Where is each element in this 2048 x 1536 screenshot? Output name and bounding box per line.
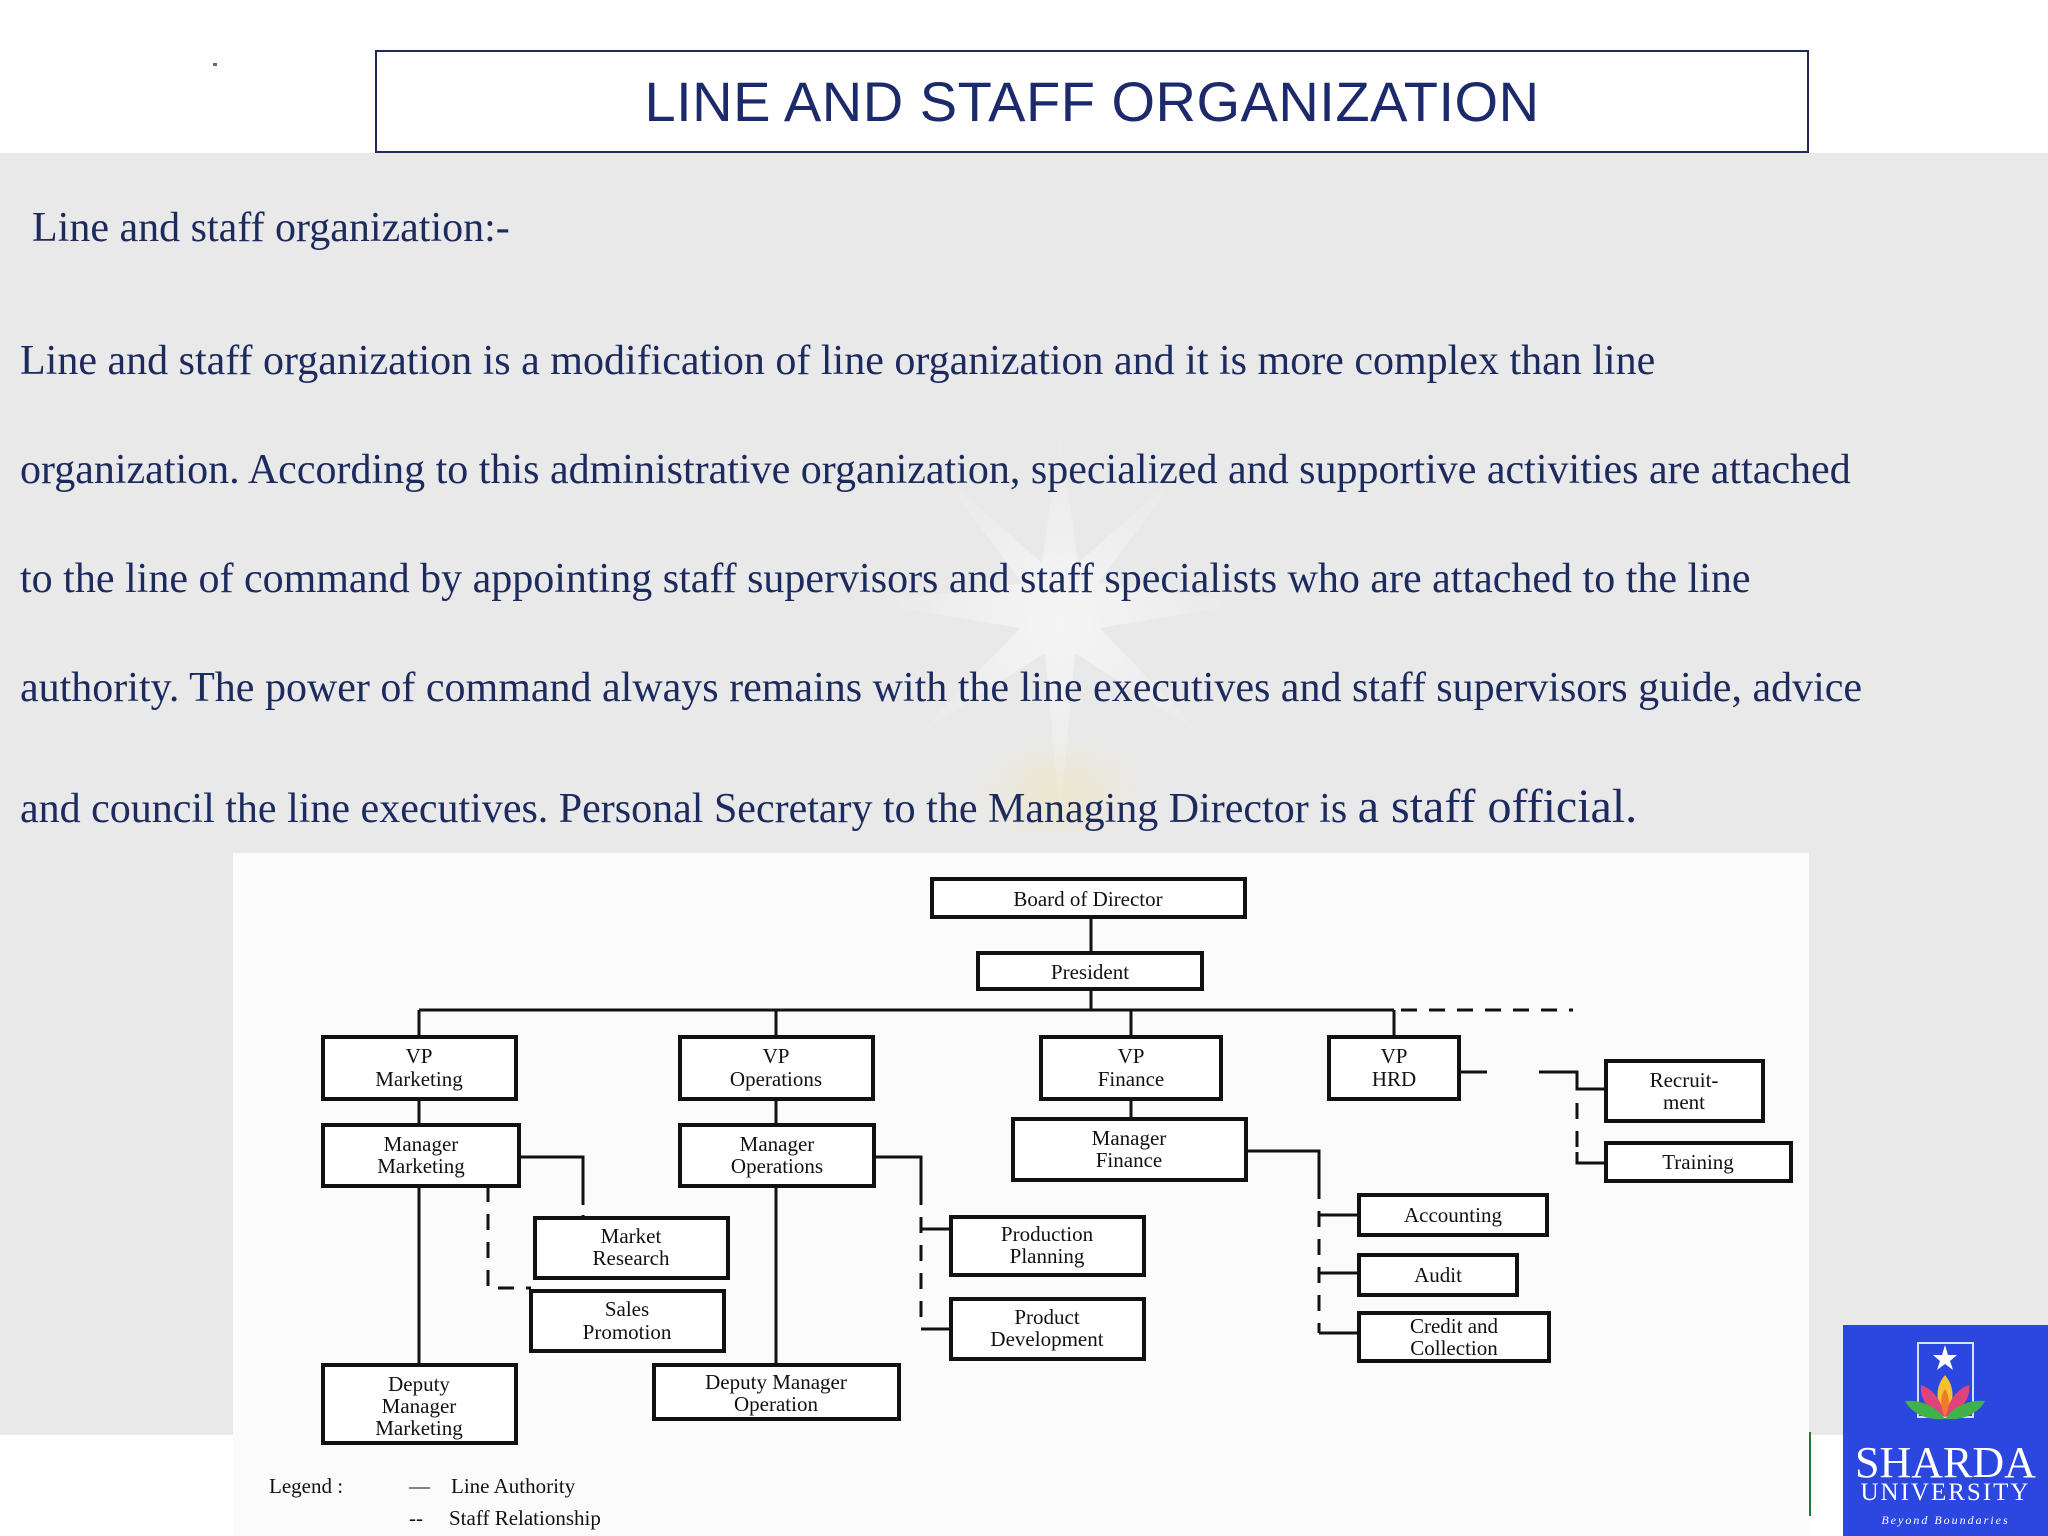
node-deputy-manager-marketing-line3: Marketing: [375, 1416, 463, 1440]
node-deputy-manager-marketing-line2: Manager: [381, 1394, 457, 1418]
legend-prefix: Legend :: [269, 1474, 344, 1498]
node-sales-promotion-line1: Sales: [604, 1297, 650, 1321]
node-credit-collection-line2: Collection: [1410, 1336, 1498, 1360]
node-training-label: Training: [1662, 1150, 1734, 1174]
node-manager-operations-line1: Manager: [739, 1132, 815, 1156]
paragraph-line-5-main: and council the line executives. Personal Secretary to the Managing Director is: [20, 786, 1358, 832]
logo-name: SHARDA: [1855, 1438, 2036, 1487]
node-recruitment-line2: ment: [1663, 1090, 1705, 1114]
legend-line-symbol: —: [409, 1474, 430, 1498]
node-board-label: Board of Director: [1013, 887, 1163, 911]
legend-line-label: Line Authority: [451, 1474, 576, 1498]
node-manager-finance-line1: Manager: [1091, 1126, 1167, 1150]
paragraph-line-2: organization. According to this administrative organization, specialized and supportive activities are attached: [20, 447, 1851, 493]
subheading: Line and staff organization:-: [32, 205, 510, 251]
org-chart: [233, 853, 1809, 1536]
legend-staff-symbol: --: [409, 1506, 423, 1530]
node-vp-hrd-line1: VP: [1380, 1044, 1408, 1068]
node-audit-label: Audit: [1414, 1263, 1462, 1287]
node-vp-operations-line1: VP: [762, 1044, 790, 1068]
paragraph-line-3: to the line of command by appointing staff supervisors and staff specialists who are attached to the line: [20, 556, 1751, 602]
node-vp-finance-line1: VP: [1117, 1044, 1145, 1068]
org-chart-svg: [233, 853, 1809, 1536]
node-accounting-label: Accounting: [1404, 1203, 1502, 1227]
logo-tagline: Beyond Boundaries: [1881, 1513, 2010, 1527]
page-title: LINE AND STAFF ORGANIZATION: [644, 70, 1540, 133]
node-deputy-manager-operation-line1: Deputy Manager: [705, 1370, 847, 1394]
node-manager-operations-line2: Operations: [730, 1154, 824, 1178]
node-vp-marketing-line2: Marketing: [375, 1067, 463, 1091]
node-credit-collection-line1: Credit and: [1409, 1314, 1499, 1338]
paragraph-line-5: [20, 779, 1637, 834]
node-recruitment-line1: Recruit-: [1649, 1068, 1719, 1092]
node-product-development-line1: Product: [1014, 1305, 1080, 1329]
slide-mark: [213, 63, 217, 66]
node-manager-finance-line2: Finance: [1095, 1148, 1163, 1172]
legend-staff-label: Staff Relationship: [449, 1506, 601, 1530]
node-manager-marketing-line2: Marketing: [377, 1154, 465, 1178]
title-box: [375, 50, 1809, 153]
node-vp-operations-line2: Operations: [729, 1067, 823, 1091]
paragraph-line-5-emphasis: a staff official.: [1357, 780, 1638, 833]
node-vp-hrd-line2: HRD: [1371, 1067, 1417, 1091]
node-product-development-line2: Development: [990, 1327, 1104, 1351]
paragraph-line-4: authority. The power of command always remains with the line executives and staff supervisors guide, advice: [20, 665, 1863, 711]
node-market-research-line2: Research: [592, 1246, 670, 1270]
node-president-label: President: [1050, 960, 1130, 984]
node-manager-marketing-line1: Manager: [383, 1132, 459, 1156]
node-production-planning-line2: Planning: [1009, 1244, 1085, 1268]
node-sales-promotion-line2: Promotion: [582, 1320, 672, 1344]
lotus-emblem-icon: [1843, 1325, 2048, 1437]
logo-subname: UNIVERSITY: [1860, 1479, 2031, 1506]
node-production-planning-line1: Production: [1000, 1222, 1094, 1246]
paragraph-line-1: Line and staff organization is a modification of line organization and it is more complex than line: [20, 338, 1656, 384]
divider-line: [1809, 1432, 1811, 1516]
node-vp-finance-line2: Finance: [1097, 1067, 1165, 1091]
node-deputy-manager-marketing-line1: Deputy: [388, 1372, 450, 1396]
university-logo: [1843, 1325, 2048, 1536]
node-deputy-manager-operation-line2: Operation: [734, 1392, 818, 1416]
node-vp-marketing-line1: VP: [405, 1044, 433, 1068]
node-market-research-line1: Market: [600, 1224, 662, 1248]
